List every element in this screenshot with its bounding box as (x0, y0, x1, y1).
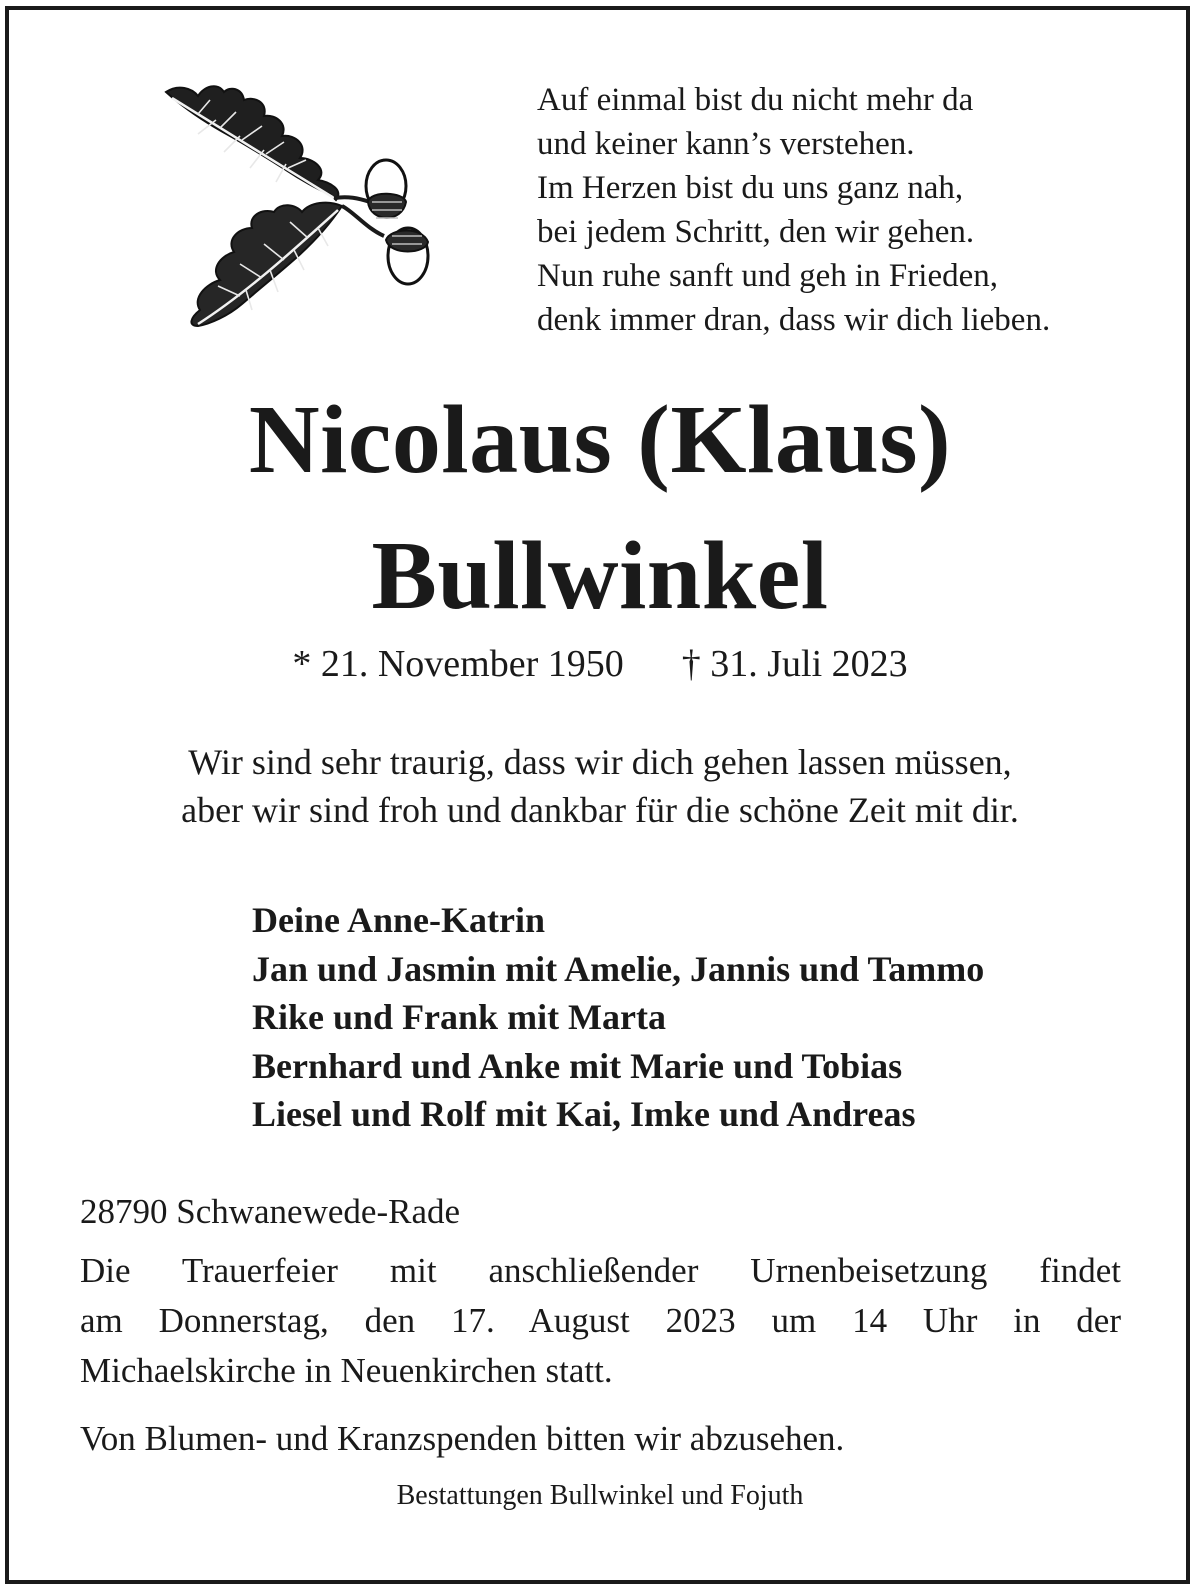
deceased-first-name: Nicolaus (Klaus) (248, 386, 952, 494)
family-signatures (252, 896, 984, 1139)
family-line: Deine Anne-Katrin (252, 900, 545, 940)
message-line: Wir sind sehr traurig, dass wir dich gehen lassen müssen, (188, 742, 1012, 782)
location: 28790 Schwanewede-Rade (80, 1192, 461, 1231)
undertaker: Bestattungen Bullwinkel und Fojuth (396, 1480, 804, 1511)
poem-line: bei jedem Schritt, den wir gehen. (537, 214, 975, 250)
birth-date: * 21. November 1950 (292, 643, 624, 685)
mourning-message (0, 738, 1200, 834)
service-line: am Donnerstag, den 17. August 2023 um 14 Uhr in der (80, 1301, 1121, 1340)
message-line: aber wir sind froh und dankbar für die schöne Zeit mit dir. (181, 790, 1019, 830)
poem-line: Auf einmal bist du nicht mehr da (537, 82, 974, 118)
oak-leaves-acorns-icon (158, 78, 443, 328)
family-line: Rike und Frank mit Marta (252, 997, 666, 1037)
service-line: Die Trauerfeier mit anschließender Urnenbeisetzung findet (80, 1251, 1121, 1290)
family-line: Liesel und Rolf mit Kai, Imke und Andreas (252, 1094, 916, 1134)
service-line: Michaelskirche in Neuenkirchen statt. (80, 1351, 613, 1390)
family-line: Jan und Jasmin mit Amelie, Jannis und Tammo (252, 948, 985, 989)
poem (537, 78, 1157, 342)
life-dates (0, 640, 1200, 688)
death-date: † 31. Juli 2023 (681, 643, 908, 685)
service-info (80, 1246, 1121, 1396)
flowers-note: Von Blumen- und Kranzspenden bitten wir abzusehen. (80, 1419, 845, 1458)
poem-line: Nun ruhe sanft und geh in Frieden, (537, 258, 998, 294)
poem-line: denk immer dran, dass wir dich lieben. (537, 302, 1051, 338)
family-line: Bernhard und Anke mit Marie und Tobias (252, 1045, 903, 1086)
poem-line: und keiner kann’s verstehen. (537, 126, 915, 162)
poem-line: Im Herzen bist du uns ganz nah, (537, 170, 964, 206)
deceased-last-name: Bullwinkel (371, 522, 829, 630)
